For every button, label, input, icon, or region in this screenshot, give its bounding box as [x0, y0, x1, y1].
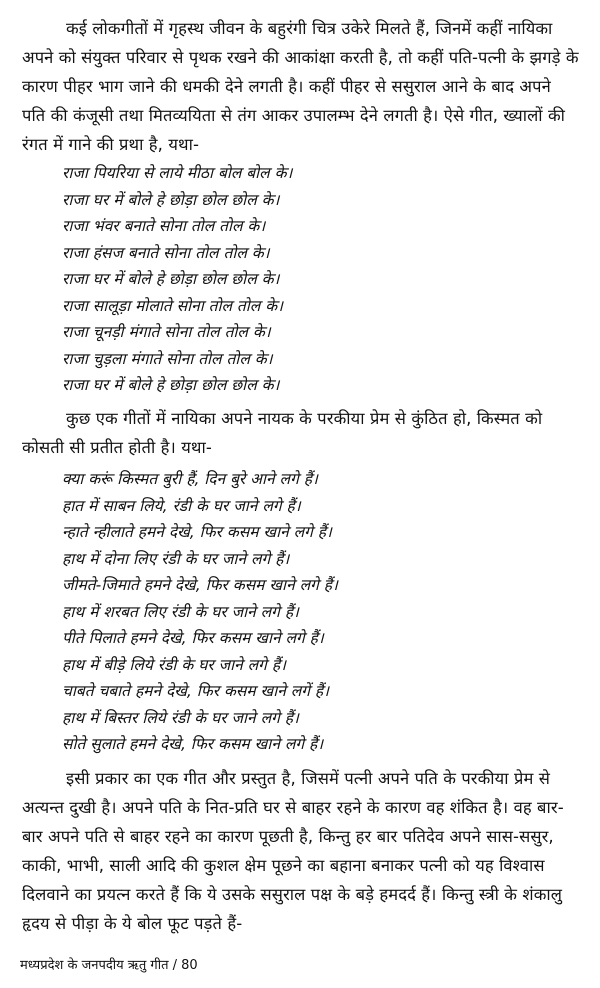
verse-line: हाथ में दोना लिए रंडी के घर जाने लगे हैं। — [62, 549, 290, 568]
verse-line: हाथ में बीड़े लिये रंडी के घर जाने लगे हैं। — [62, 655, 286, 674]
verse-line: जीमते-जिमाते हमने देखे, फिर कसम खाने लगे हैं। — [62, 576, 338, 594]
paragraph-line: दिलवाने का प्रयत्न करते हैं कि ये उसके ससुराल पक्ष के बड़े हमदर्द हैं। किन्तु स्त्री के शंकालु — [22, 885, 563, 904]
verse-line: राजा चूनड़ी मंगाते सोना तोल तोल के। — [62, 323, 271, 341]
verse-line: हात में साबन लिये, रंडी के घर जाने लगे हैं। — [62, 496, 301, 515]
paragraph-line: कई लोकगीतों में गृहस्थ जीवन के बहुरंगी चित्र उकेरे मिलते हैं, जिनमें कहीं नायिका — [66, 19, 553, 38]
paragraph-line: कारण पीहर भाग जाने की धमकी देने लगती है। कहीं पीहर से ससुराल आने के बाद अपने — [22, 77, 551, 96]
verse-line: क्या करूं किस्मत बुरी हैं, दिन बुरे आने लगे हैं। — [62, 470, 318, 488]
verse-line: चाबते चबाते हमने देखे, फिर कसम खाने लगें हैं। — [62, 682, 330, 700]
paragraph-line: इसी प्रकार का एक गीत और प्रस्तुत है, जिसमें पत्नी अपने पति के परकीया प्रेम से — [66, 769, 551, 788]
paragraph-line: रंगत में गाने की प्रथा है, यथा- — [22, 135, 199, 154]
verse-line: पीते पिलाते हमने देखे, फिर कसम खाने लगे हैं। — [62, 629, 324, 647]
verse-line: राजा हंसज बनाते सोना तोल तोल के। — [62, 243, 270, 262]
page-footer: मध्यप्रदेश के जनपदीय ऋतु गीत / 80 — [20, 958, 198, 973]
verse-line: राजा घर में बोले हे छोड़ा छोल छोल के। — [62, 376, 280, 394]
paragraph-line: बार अपने पति से बाहर रहने का कारण पूछती है, किन्तु हर बार पतिदेव अपने सास-ससुर, — [22, 827, 554, 846]
paragraph-line: पति की कंजूसी तथा मितव्ययिता से तंग आकर उपालम्भ देने लगती है। ऐसे गीत, ख्यालों की — [22, 106, 566, 125]
verse-line: राजा पियरिया से लाये मीठा बोल बोल के। — [62, 164, 293, 182]
paragraph-1 — [22, 14, 582, 159]
verse-line: राजा सालूड़ा मोलाते सोना तोल तोल के। — [62, 296, 283, 315]
verse-line: न्हाते न्हीलाते हमने देखे, फिर कसम खाने लगे हैं। — [62, 523, 332, 541]
verse-line: हाथ में बिस्तर लिये रंडी के घर जाने लगे हैं। — [62, 708, 299, 727]
verse-line: राजा घर में बोले हे छोड़ा छोल छोल के। — [62, 270, 280, 288]
paragraph-line: अत्यन्त दुखी है। अपने पति के नित-प्रति घर से बाहर रहने के कारण वह शंकित है। वह बार- — [22, 798, 564, 817]
paragraph-2 — [22, 404, 582, 462]
paragraph-line: कोसती सी प्रतीत होती है। यथा- — [22, 438, 212, 457]
verse-block-2 — [62, 466, 338, 758]
paragraph-line: काकी, भाभी, साली आदि की कुशल क्षेम पूछने का बहाना बनाकर पत्नी को यह विश्वास — [22, 856, 545, 875]
verse-line: राजा घर में बोले हे छोड़ा छोल छोल के। — [62, 190, 280, 209]
paragraph-line: कुछ एक गीतों में नायिका अपने नायक के परकीया प्रेम से कुंठित हो, किस्मत को — [66, 409, 543, 428]
verse-line: सोते सुलाते हमने देखे, फिर कसम खाने लगे हैं। — [62, 735, 324, 753]
verse-line: राजा चुड़ला मंगाते सोना तोल तोल के। — [62, 349, 273, 368]
paragraph-3 — [22, 764, 582, 938]
verse-line: हाथ में शरबत लिए रंडी के घर जाने लगे हैं। — [62, 602, 299, 621]
verse-block-1 — [62, 160, 292, 399]
paragraph-line: अपने को संयुक्त परिवार से पृथक रखने की आकांक्षा करती है, तो कहीं पति-पत्नी के झगड़े के — [22, 48, 579, 67]
paragraph-line: हृदय से पीड़ा के ये बोल फूट पड़ते हैं- — [22, 914, 243, 933]
verse-line: राजा भंवर बनाते सोना तोल तोल के। — [62, 217, 266, 235]
